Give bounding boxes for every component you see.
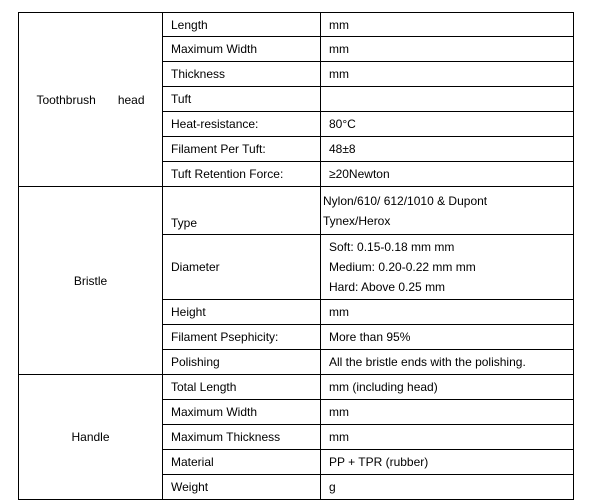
attr-label: Maximum Width	[163, 400, 321, 425]
value-line: Medium: 0.20-0.22 mm mm	[329, 260, 476, 274]
attr-value: All the bristle ends with the polishing.	[321, 350, 574, 375]
attr-label: Tuft Retention Force:	[163, 162, 321, 187]
attr-label: Material	[163, 450, 321, 475]
attr-value: mm	[321, 62, 574, 87]
attr-value: ≥20Newton	[321, 162, 574, 187]
attr-value: mm	[321, 425, 574, 450]
value-line: Hard: Above 0.25 mm	[329, 280, 446, 294]
attr-value: 80°C	[321, 112, 574, 137]
attr-label: Weight	[163, 475, 321, 500]
table-row	[19, 187, 574, 235]
attr-label: Maximum Width	[163, 37, 321, 62]
attr-label: Diameter	[163, 235, 321, 300]
attr-value: mm (including head)	[321, 375, 574, 400]
attr-value: mm	[321, 300, 574, 325]
attr-label: Total Length	[163, 375, 321, 400]
attr-label: Filament Per Tuft:	[163, 137, 321, 162]
attr-value	[321, 87, 574, 112]
attr-label: Tuft	[163, 87, 321, 112]
group-label-bristle: Bristle	[19, 187, 163, 375]
value-line: Tynex/Herox	[323, 213, 391, 228]
attr-label: Type	[163, 187, 321, 235]
attr-label: Thickness	[163, 62, 321, 87]
attr-value: g	[321, 475, 574, 500]
value-line: Nylon/610/ 612/1010 & Dupont	[323, 193, 488, 208]
attr-label: Heat-resistance:	[163, 112, 321, 137]
attr-value: mm	[321, 37, 574, 62]
attr-value	[321, 235, 574, 300]
attr-label: Height	[163, 300, 321, 325]
spec-table	[18, 12, 574, 500]
attr-label: Filament Psephicity:	[163, 325, 321, 350]
attr-label: Maximum Thickness	[163, 425, 321, 450]
table-row	[19, 375, 574, 400]
attr-value: mm	[321, 400, 574, 425]
attr-value: More than 95%	[321, 325, 574, 350]
value-line: Soft: 0.15-0.18 mm mm	[329, 240, 455, 254]
attr-value: PP + TPR (rubber)	[321, 450, 574, 475]
attr-value: 48±8	[321, 137, 574, 162]
group-label-handle: Handle	[19, 375, 163, 500]
attr-label: Length	[163, 13, 321, 37]
group-label-toothbrush-head: Toothbrush head	[19, 13, 163, 187]
attr-value: mm	[321, 13, 574, 37]
attr-value	[321, 187, 574, 235]
table-row	[19, 13, 574, 37]
attr-label: Polishing	[163, 350, 321, 375]
